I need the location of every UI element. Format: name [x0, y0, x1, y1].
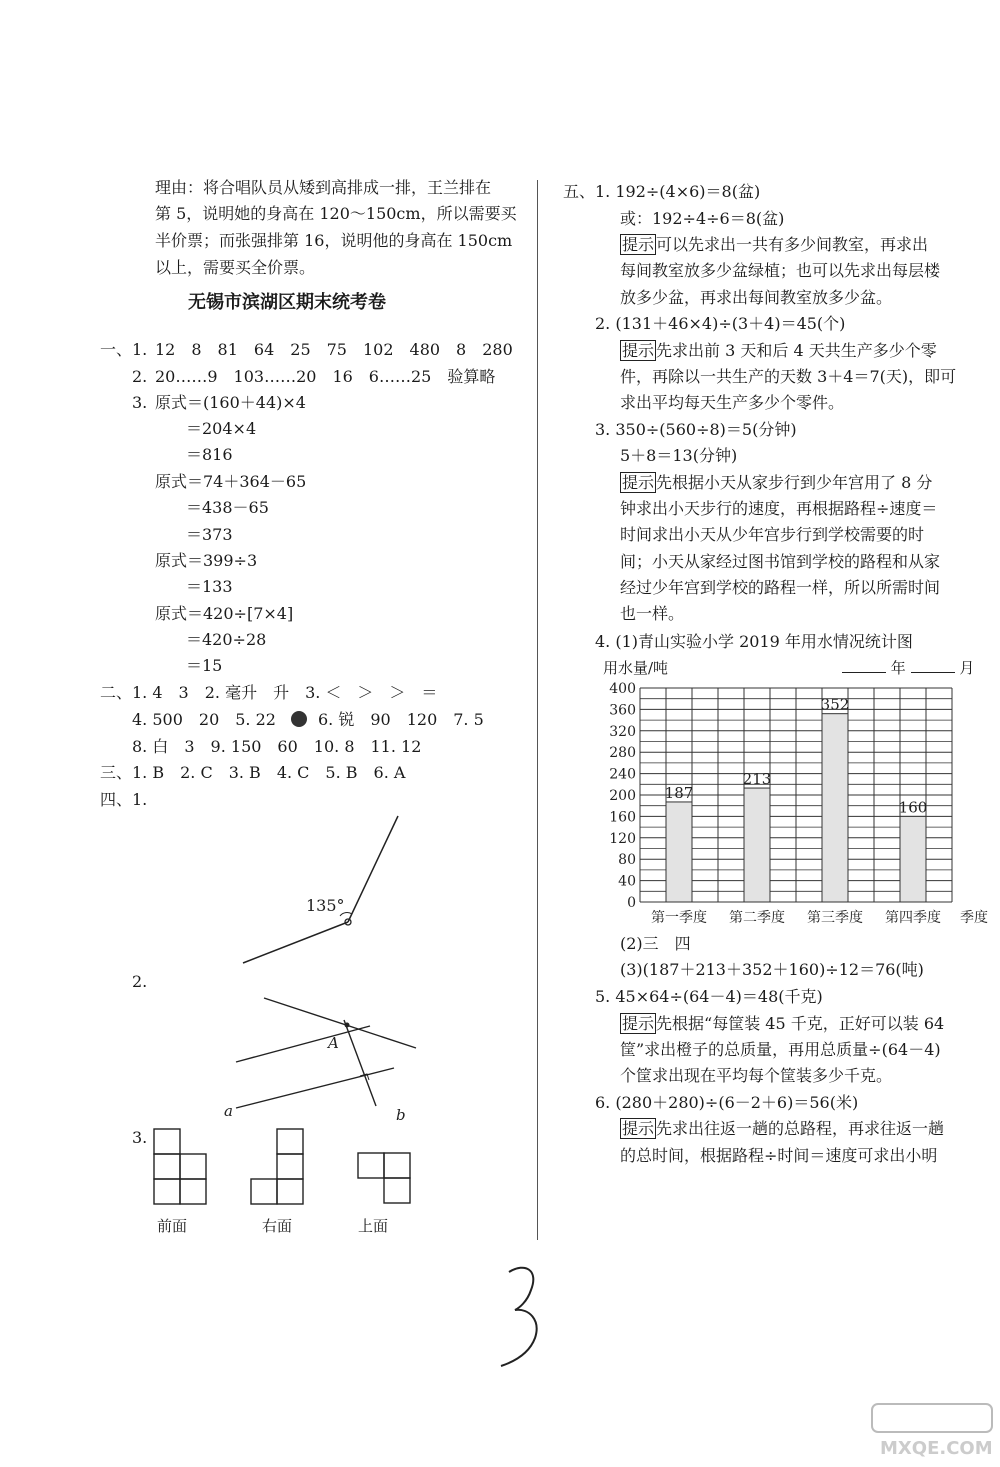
bar [666, 802, 692, 902]
answer-line: 5. 45×64÷(64－4)＝48(千克) [595, 987, 823, 1006]
q-number: 3. [132, 1128, 148, 1147]
tip-label: 提示 [622, 341, 655, 360]
section-title: 无锡市滨湖区期末统考卷 [188, 292, 386, 313]
answer-line: 4. 500 20 5. 22 [132, 710, 276, 729]
y-tick-label: 80 [618, 852, 636, 869]
tip-line: 提示 可以先求出一共有多少间教室，再求出 [622, 235, 929, 254]
calc-line: ＝816 [186, 445, 233, 464]
q-number: 1. [132, 340, 148, 359]
y-tick-label: 0 [627, 895, 636, 911]
x-tick-label: 第四季度 [885, 910, 941, 926]
tip-line: 件，再除以一共生产的天数 3＋4＝7(天)，即可 [620, 367, 957, 386]
y-tick-label: 360 [609, 702, 636, 719]
tip-line: 经过少年宫到学校的路程一样，所以所需时间 [620, 578, 941, 597]
lines-figure [220, 990, 430, 1124]
line-b-label: b [396, 1106, 406, 1124]
bar-value-label: 213 [742, 770, 772, 789]
chart-ylabel: 用水量/吨 [603, 659, 669, 677]
x-tick-label: 第二季度 [729, 910, 785, 926]
water-usage-chart [600, 680, 995, 930]
answer-line: 4. (1)青山实验小学 2019 年用水情况统计图 [595, 632, 913, 651]
tip-line: 提示 先求出前 3 天和后 4 天共生产多少个零 [622, 341, 937, 360]
x-tick-label: 第三季度 [807, 910, 863, 926]
y-tick-label: 120 [609, 830, 636, 847]
calc-line: 原式＝399÷3 [155, 551, 258, 570]
filled-circle-icon [291, 711, 307, 727]
x-axis-label: 季度 [960, 910, 988, 926]
answer-line: 3. 350÷(560÷8)＝5(分钟) [595, 420, 797, 439]
tip-line: 也一样。 [620, 604, 685, 623]
section-3-line: 三、1. B 2. C 3. B 4. C 5. B 6. A [100, 763, 406, 782]
x-tick-label: 第一季度 [651, 910, 707, 926]
answer-line: 或：192÷4÷6＝8(盆) [620, 209, 785, 228]
answer-line: 6. 锐 90 120 7. 5 [318, 710, 484, 729]
y-tick-label: 200 [609, 788, 636, 804]
view-label: 前面 [157, 1217, 188, 1235]
tip-line: 钟求出小天步行的速度，再根据路程÷速度＝ [620, 499, 938, 518]
tip-label: 提示 [622, 473, 655, 492]
answer-line: (2)三 四 [620, 934, 691, 953]
calc-line: ＝420÷28 [186, 630, 267, 649]
tip-line: 每间教室放多少盆绿植；也可以先求出每层楼 [620, 261, 941, 280]
calc-line: ＝204×4 [186, 419, 257, 438]
column-divider [537, 180, 538, 1240]
answer-line: 12 8 81 64 25 75 102 480 8 280 [155, 340, 513, 359]
line-upper [264, 998, 416, 1048]
intro-line: 第 5，说明她的身高在 120～150cm，所以需要买 [155, 204, 517, 223]
answer-line: 20……9 103……20 16 6……25 验算略 [155, 367, 496, 386]
intro-line: 以上，需要买全价票。 [155, 258, 316, 277]
tip-line: 提示 先根据小天从家步行到少年宫用了 8 分 [622, 473, 933, 492]
calc-line: 原式＝(160＋44)×4 [155, 393, 306, 412]
tip-line: 的总时间，根据路程÷时间＝速度可求出小明 [620, 1146, 938, 1165]
watermark-logo [868, 1400, 996, 1460]
tip-line: 求出平均每天生产多少个零件。 [620, 393, 845, 412]
answer-line: 1. 192÷(4×6)＝8(盆) [595, 182, 761, 201]
intro-line: 半价票；而张强排第 16，说明他的身高在 150cm [155, 231, 513, 250]
section-4-label: 四、1. [100, 790, 148, 809]
calc-line: ＝15 [186, 656, 223, 675]
intro-line: 理由：将合唱队员从矮到高排成一排，王兰排在 [155, 178, 492, 197]
bar [900, 816, 926, 902]
tip-label: 提示 [622, 235, 655, 254]
calc-line: 原式＝74＋364－65 [155, 472, 307, 491]
chart-date: 年 月 [842, 658, 974, 678]
tip-label: 提示 [622, 1014, 655, 1033]
y-tick-label: 160 [609, 809, 636, 826]
bar-value-label: 187 [664, 783, 694, 802]
bar-value-label: 160 [898, 798, 928, 817]
line-a [236, 1068, 394, 1108]
tip-line: 间；小天从家经过图书馆到学校的路程和从家 [620, 552, 941, 571]
angle-ray-upper [348, 816, 398, 922]
right-view [250, 1128, 310, 1208]
view-label: 右面 [262, 1217, 293, 1235]
calc-line: ＝438－65 [186, 498, 269, 517]
front-view [153, 1128, 213, 1208]
tip-line: 提示 先求出往返一趟的总路程，再求往返一趟 [622, 1119, 945, 1138]
section-5-label: 五、 [563, 182, 596, 201]
y-tick-label: 400 [609, 681, 636, 697]
q-number: 3. [132, 393, 148, 412]
angle-figure [230, 810, 410, 970]
answer-line: 1. 4 3 2. 毫升 升 3. ＜ ＞ ＞ ＝ [132, 683, 438, 702]
calc-line: ＝133 [186, 577, 233, 596]
calc-line: ＝373 [186, 525, 233, 544]
answer-line: (3)(187＋213＋352＋160)÷12＝76(吨) [620, 960, 924, 979]
line-middle [236, 1026, 370, 1062]
bar [822, 714, 848, 902]
bar-value-label: 352 [820, 695, 850, 714]
answer-line: 2. (131＋46×4)÷(3＋4)＝45(个) [595, 314, 846, 333]
tip-label: 提示 [622, 1119, 655, 1138]
tip-line: 提示 先根据“每筐装 45 千克，正好可以装 64 [622, 1014, 945, 1033]
answer-line: 5＋8＝13(分钟) [620, 446, 738, 465]
top-view [357, 1152, 417, 1208]
tip-line: 个筐求出现在平均每个筐装多少千克。 [620, 1066, 893, 1085]
point-a-label: A [328, 1034, 339, 1052]
angle-ray-lower [243, 922, 348, 963]
answer-line: 6. (280＋280)÷(6－2＋6)＝56(米) [595, 1093, 859, 1112]
calc-line: 原式＝420÷[7×4] [155, 604, 294, 623]
view-label: 上面 [358, 1217, 389, 1235]
section-1-label: 一、 [100, 340, 133, 359]
tip-line: 放多少盆，再求出每间教室放多少盆。 [620, 288, 893, 307]
y-tick-label: 40 [618, 873, 636, 890]
point-a [345, 1023, 350, 1028]
q-number: 2. [132, 972, 148, 991]
section-2-label: 二、 [100, 683, 133, 702]
angle-label: 135° [306, 896, 345, 915]
svg-text:MXQE.COM: MXQE.COM [880, 1438, 993, 1459]
y-tick-label: 280 [609, 745, 636, 762]
tip-line: 时间求出小天从少年宫步行到学校需要的时 [620, 525, 925, 544]
handwritten-page-number [495, 1262, 555, 1372]
y-tick-label: 320 [609, 723, 636, 740]
line-a-label: a [224, 1102, 233, 1120]
y-tick-label: 240 [609, 766, 636, 783]
bar [744, 788, 770, 902]
q-number: 2. [132, 367, 148, 386]
answer-line: 8. 白 3 9. 150 60 10. 8 11. 12 [132, 737, 422, 756]
tip-line: 筐”求出橙子的总质量，再用总质量÷(64－4) [620, 1040, 941, 1059]
